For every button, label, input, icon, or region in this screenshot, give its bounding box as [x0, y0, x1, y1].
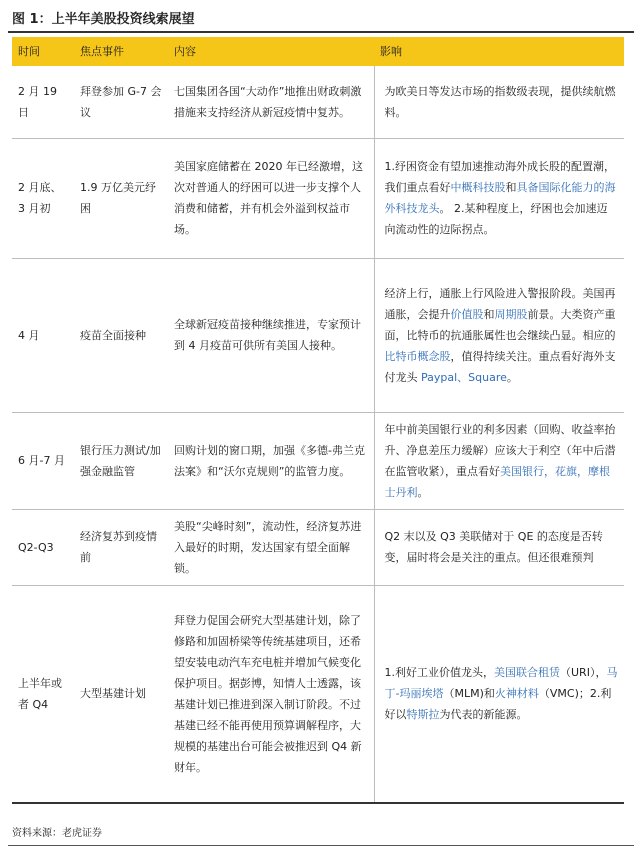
table-row — [12, 66, 624, 138]
header-time: 时间 — [12, 37, 74, 66]
cell-event: 拜登参加 G-7 会议 — [74, 66, 168, 138]
outlook-table — [12, 37, 624, 804]
impact-text: 为欧美日等发达市场的指数级表现，提供续航燃料。 — [384, 84, 616, 119]
highlighted-stock-text: 具备国际化能力的海外科技龙头 — [384, 181, 616, 215]
cell-content: 回购计划的窗口期，加强《多德-弗兰克法案》和“沃尔克规则”的监管力度。 — [168, 412, 374, 509]
table-row — [12, 138, 624, 258]
impact-text: 前景。大类资产重面，比特币的抗通胀属性也会继续凸显。相应的 — [384, 307, 616, 342]
highlighted-stock-text: 周期股 — [494, 307, 528, 321]
cell-content: 美国家庭储蓄在 2020 年已经激增，这次对普通人的纾困可以进一步支撑个人消费和储蓄，并有机会外溢到权益市场。 — [168, 138, 374, 258]
highlighted-stock-text: 火神材料 — [494, 687, 539, 701]
cell-content: 美股“尖峰时刻”，流动性，经济复苏进入最好的时期，发达国家有望全面解锁。 — [168, 509, 374, 585]
cell-event: 疫苗全面接种 — [74, 258, 168, 412]
table-row — [12, 585, 624, 803]
cell-impact — [374, 412, 624, 509]
table-row — [12, 412, 624, 509]
highlighted-stock-text: 马丁-玛丽埃塔 — [384, 666, 618, 701]
impact-text: ，值得持续关注。重点看好海外支付龙头 — [384, 349, 616, 384]
cell-event: 1.9 万亿美元纾困 — [74, 138, 168, 258]
highlighted-stock-text: 价值股 — [450, 307, 484, 321]
header-content: 内容 — [168, 37, 374, 66]
table-row — [12, 258, 624, 412]
impact-text: 。 — [417, 485, 429, 499]
cell-impact — [374, 66, 624, 138]
impact-text: 和 — [483, 307, 495, 321]
cell-impact — [374, 258, 624, 412]
cell-time: 上半年或者 Q4 — [12, 585, 74, 803]
cell-event: 大型基建计划 — [74, 585, 168, 803]
bottom-divider — [8, 845, 634, 846]
table-header-row — [12, 37, 624, 66]
highlighted-stock-text: 比特币概念股 — [384, 349, 451, 363]
title-divider — [8, 31, 634, 33]
cell-event: 经济复苏到疫情前 — [74, 509, 168, 585]
impact-text: （MLM)和 — [443, 687, 495, 701]
cell-time: 2 月 19 日 — [12, 66, 74, 138]
impact-text: Q2 末以及 Q3 美联储对于 QE 的态度是否转变，届时将会是关注的重点。但还很难预判 — [384, 530, 603, 564]
impact-text: （VMC)；2.利好以 — [384, 687, 612, 722]
source-note: 资料来源：老虎证券 — [12, 828, 102, 839]
figure-title: 图 1：上半年美股投资线索展望 — [12, 12, 195, 27]
header-event: 焦点事件 — [74, 37, 168, 66]
highlighted-stock-text: 特斯拉 — [406, 708, 440, 722]
table-row — [12, 509, 624, 585]
highlighted-stock-text: Paypal、Square — [421, 370, 507, 384]
cell-time: 4 月 — [12, 258, 74, 412]
cell-impact — [374, 585, 624, 803]
highlighted-stock-text: 美国银行，花旗，摩根士丹利 — [384, 464, 610, 499]
impact-text: 年中前美国银行业的利多因素（回购、收益率抬升、净息差压力缓解）应该大于利空（年中后潜在监管收紧），重点看好 — [384, 422, 616, 478]
impact-text: 。 — [506, 370, 518, 384]
impact-text: 。 2.某种程度上，纾困也会加速迈向流动性的边际拐点。 — [384, 202, 608, 236]
highlighted-stock-text: 美国联合租赁 — [494, 666, 560, 680]
impact-text: 和 — [505, 181, 517, 194]
cell-time: 2 月底、3 月初 — [12, 138, 74, 258]
impact-text: 经济上行，通胀上行风险进入警报阶段。美国再通胀，会提升 — [384, 286, 616, 321]
cell-impact — [374, 509, 624, 585]
impact-text: 1.利好工业价值龙头， — [384, 666, 494, 680]
impact-text: （URI）， — [560, 666, 607, 680]
impact-text: 为代表的新能源。 — [439, 708, 528, 722]
cell-impact — [374, 138, 624, 258]
header-impact: 影响 — [374, 37, 624, 66]
cell-content: 拜登力促国会研究大型基建计划，除了修路和加固桥梁等传统基建项目，还希望安装电动汽车充电桩并增加气候变化保护项目。据彭博，知情人士透露，该基建计划已推进到深入制订阶段。不过基建已经不能再使用预算调解程序，大规模的基建出台可能会被推迟到 Q4 新财年。 — [168, 585, 374, 803]
cell-time: Q2-Q3 — [12, 509, 74, 585]
impact-text: 1.纾困资金有望加速推动海外成长股的配置潮，我们重点看好 — [384, 160, 615, 194]
cell-event: 银行压力测试/加强金融监管 — [74, 412, 168, 509]
cell-content: 七国集团各国“大动作”地推出财政刺激措施来支持经济从新冠疫情中复苏。 — [168, 66, 374, 138]
cell-content: 全球新冠疫苗接种继续推进，专家预计到 4 月疫苗可供所有美国人接种。 — [168, 258, 374, 412]
highlighted-stock-text: 中概科技股 — [450, 181, 506, 194]
cell-time: 6 月-7 月 — [12, 412, 74, 509]
